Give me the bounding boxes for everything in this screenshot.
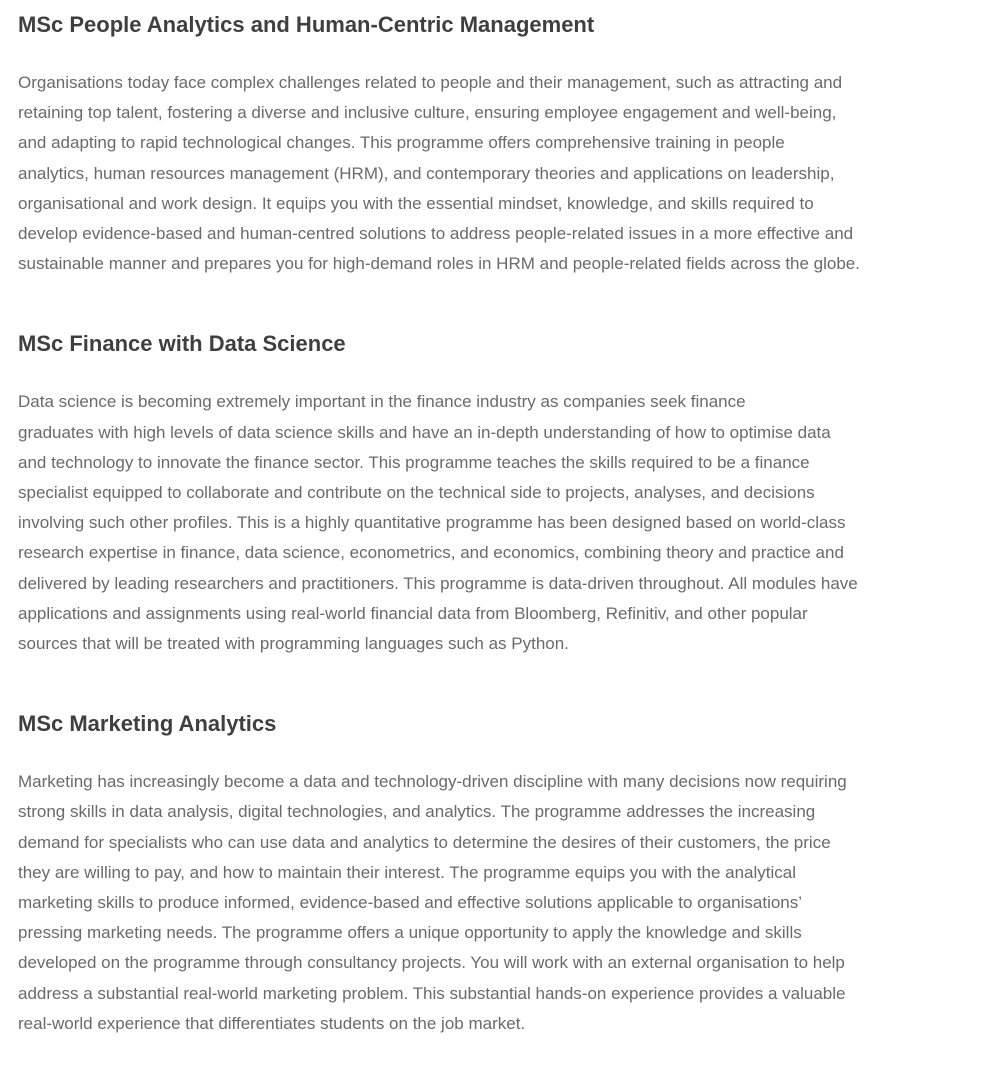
programme-title: MSc Marketing Analytics <box>18 711 277 737</box>
programme-title: MSc People Analytics and Human-Centric Management <box>18 12 595 37</box>
programme-section-finance-data-science <box>18 279 963 659</box>
description-line: Marketing has increasingly become a data and technology-driven discipline with many decisions now requiring <box>18 772 847 792</box>
description-line: strong skills in data analysis, digital technologies, and analytics. The programme addresses the increasing <box>18 802 816 822</box>
description-line: research expertise in finance, data science, econometrics, and economics, combining theory and practice and <box>18 543 844 563</box>
description-line: graduates with high levels of data science skills and have an in-depth understanding of how to optimise data <box>18 422 831 442</box>
programme-description <box>18 38 946 279</box>
description-line: demand for specialists who can use data and analytics to determine the desires of their customers, the price <box>18 832 831 852</box>
description-line: organisational and work design. It equips you with the essential mindset, knowledge, and skills required to <box>18 193 814 213</box>
description-line: specialist equipped to collaborate and contribute on the technical side to projects, analyses, and decisions <box>18 483 815 503</box>
description-line: developed on the programme through consultancy projects. You will work with an external organisation to help <box>18 953 845 973</box>
programme-description <box>18 737 946 1039</box>
description-line: analytics, human resources management (HRM), and contemporary theories and applications on leadership, <box>18 163 835 183</box>
programme-description <box>18 357 946 659</box>
description-line: involving such other profiles. This is a highly quantitative programme has been designed based on world-class <box>18 513 846 533</box>
description-line: and adapting to rapid technological changes. This programme offers comprehensive training in people <box>18 133 785 153</box>
programme-section-people-analytics <box>18 0 963 279</box>
description-line: pressing marketing needs. The programme offers a unique opportunity to apply the knowledge and skills <box>18 923 802 943</box>
description-line: and technology to innovate the finance sector. This programme teaches the skills required to be a finance <box>18 452 810 472</box>
description-line: Data science is becoming extremely important in the finance industry as companies seek finance <box>18 392 746 412</box>
description-line: retaining top talent, fostering a diverse and inclusive culture, ensuring employee engagement and well-being, <box>18 103 837 123</box>
description-line: sources that will be treated with programming languages such as Python. <box>18 634 569 654</box>
description-line: delivered by leading researchers and practitioners. This programme is data-driven throughout. All modules have <box>18 573 858 593</box>
description-line: sustainable manner and prepares you for high-demand roles in HRM and people-related fields across the globe. <box>18 254 860 274</box>
programme-title: MSc Finance with Data Science <box>18 331 346 357</box>
programme-section-marketing-analytics <box>18 659 963 1039</box>
description-line: address a substantial real-world marketing problem. This substantial hands-on experience provides a valuable <box>18 983 846 1003</box>
description-line: they are willing to pay, and how to maintain their interest. The programme equips you with the analytical <box>18 862 797 882</box>
description-line: marketing skills to produce informed, evidence-based and effective solutions applicable to organisations’ <box>18 893 803 913</box>
description-line: develop evidence-based and human-centred solutions to address people-related issues in a more effective and <box>18 224 854 244</box>
description-line: real-world experience that differentiates students on the job market. <box>18 1013 526 1033</box>
description-line: Organisations today face complex challenges related to people and their management, such as attracting and <box>18 73 843 92</box>
description-line: applications and assignments using real-world financial data from Bloomberg, Refinitiv, and other popular <box>18 603 808 623</box>
